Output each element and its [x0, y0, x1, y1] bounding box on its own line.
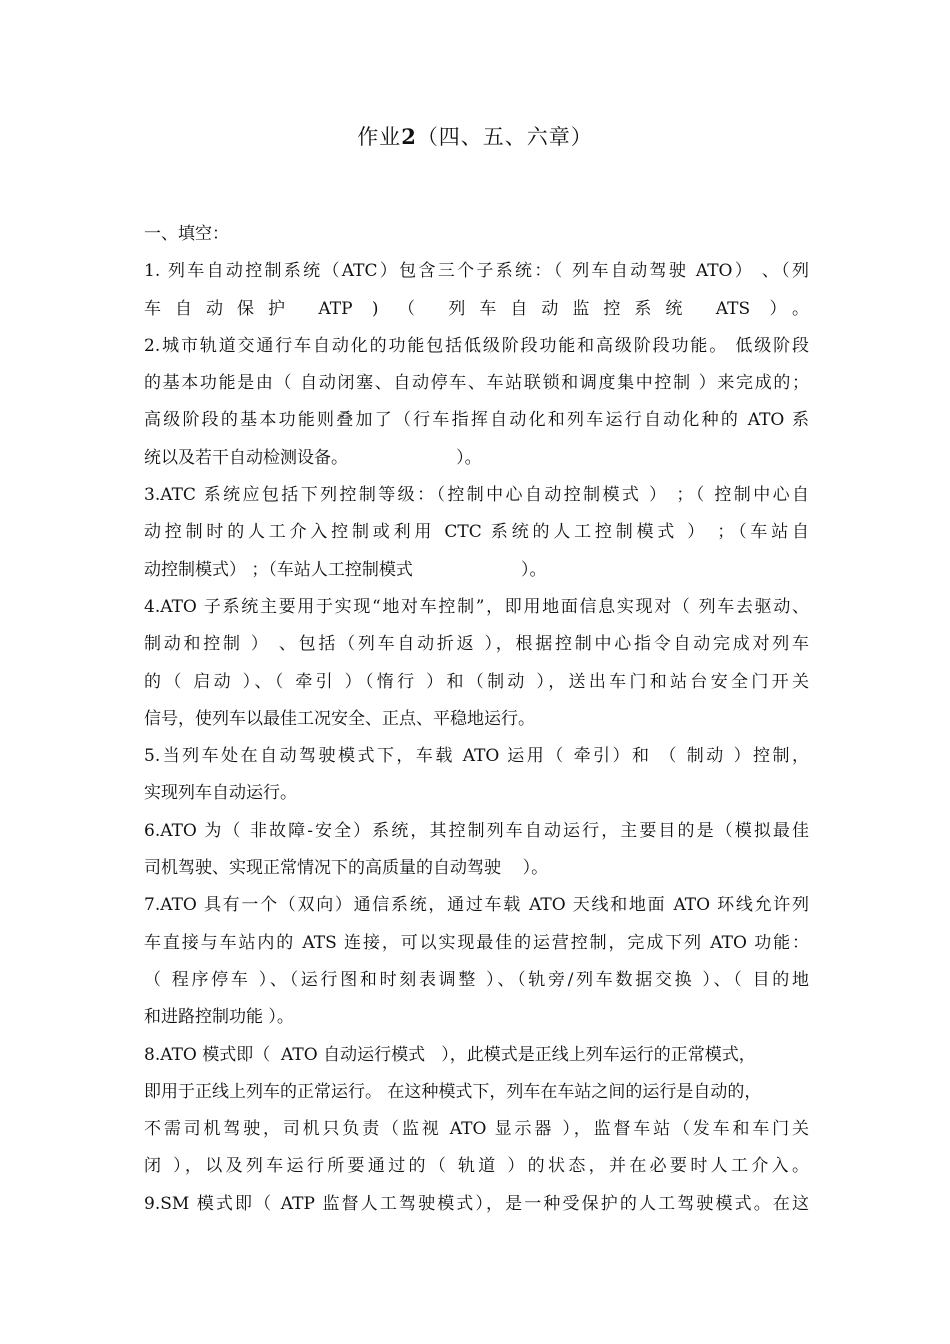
text-line: 和进路控制功能 ）。 — [144, 1007, 294, 1028]
text-line: 高级阶段的基本功能则叠加了（行车指挥自动化和列车运行自动化种的 ATO 系 — [144, 410, 809, 431]
text-line: 车直接与车站内的 ATS 连接，可以实现最佳的运营控制，完成下列 ATO 功能： — [144, 932, 809, 953]
title-number: 2 — [401, 124, 417, 149]
text-line: 的（ 启动 ）、（ 牵引 ）（惰行 ）和（制动 ），送出车门和站台安全门开关 — [144, 671, 809, 692]
text-line: 7.ATO 具有一个（双向）通信系统，通过车载 ATO 天线和地面 ATO 环线允许列 — [144, 895, 809, 916]
text-line: （ 程序停车 ）、（运行图和时刻表调整 ）、（轨旁/列车数据交换 ）、（ 目的地 — [144, 969, 809, 990]
text-line: 9.SM 模式即（ ATP 监督人工驾驶模式），是一种受保护的人工驾驶模式。在这 — [144, 1193, 809, 1214]
document-body — [144, 216, 809, 1223]
title-suffix: （四、五、六章） — [416, 125, 593, 149]
text-line: 8.ATO 模式即（ ATO 自动运行模式 ），此模式是正线上列车运行的正常模式， — [144, 1044, 756, 1065]
text-line: 信号，使列车以最佳工况安全、正点、平稳地运行。 — [144, 708, 535, 729]
text-line: 的基本功能是由（ 自动闭塞、自动停车、车站联锁和调度集中控制 ）来完成的； — [144, 373, 809, 394]
text-line: 5.当列车处在自动驾驶模式下，车载 ATO 运用（ 牵引）和 （ 制动 ）控制， — [144, 746, 809, 767]
text-line: 动控制时的人工介入控制或利用 CTC 系统的人工控制模式 ） ；（车站自 — [144, 522, 809, 543]
text-line: 1. 列车自动控制系统（ATC）包含三个子系统：（ 列车自动驾驶 ATO） 、（列 — [144, 261, 809, 282]
text-line: 3.ATC 系统应包括下列控制等级：（控制中心自动控制模式 ） ；（ 控制中心自 — [144, 485, 809, 506]
text-line: 司机驾驶、实现正常情况下的高质量的自动驾驶 ）。 — [144, 858, 549, 879]
text-line: 不需司机驾驶，司机只负责（监视 ATO 显示器 ），监督车站（发车和车门关 — [144, 1119, 809, 1140]
text-line: 统以及若干自动检测设备。 ）。 — [144, 447, 482, 468]
text-line: 2.城市轨道交通行车自动化的功能包括低级阶段功能和高级阶段功能。 低级阶段 — [144, 335, 809, 356]
section-heading: 一、填空： — [144, 224, 229, 244]
text-line: 4.ATO 子系统主要用于实现“地对车控制”，即用地面信息实现对（ 列车去驱动、 — [144, 596, 809, 617]
title-prefix: 作业 — [357, 125, 402, 149]
text-line: 动控制模式） ；（车站人工控制模式 ）。 — [144, 559, 547, 580]
document-title — [0, 121, 950, 151]
text-line: 实现列车自动运行。 — [144, 783, 297, 804]
text-line: 即用于正线上列车的正常运行。 在这种模式下，列车在车站之间的运行是自动的， — [144, 1081, 762, 1102]
text-line: 闭 ），以及列车运行所要通过的（ 轨道 ）的状态，并在必要时人工介入。 — [144, 1156, 809, 1177]
text-line: 车自动保护 ATP ) （ 列车自动监控系统 ATS ）。 — [144, 298, 809, 319]
text-line: 制动和控制 ） 、包括（列车自动折返 ），根据控制中心指令自动完成对列车 — [144, 634, 809, 655]
text-line: 6.ATO 为（ 非故障-安全）系统，其控制列车自动运行，主要目的是（模拟最佳 — [144, 820, 809, 841]
